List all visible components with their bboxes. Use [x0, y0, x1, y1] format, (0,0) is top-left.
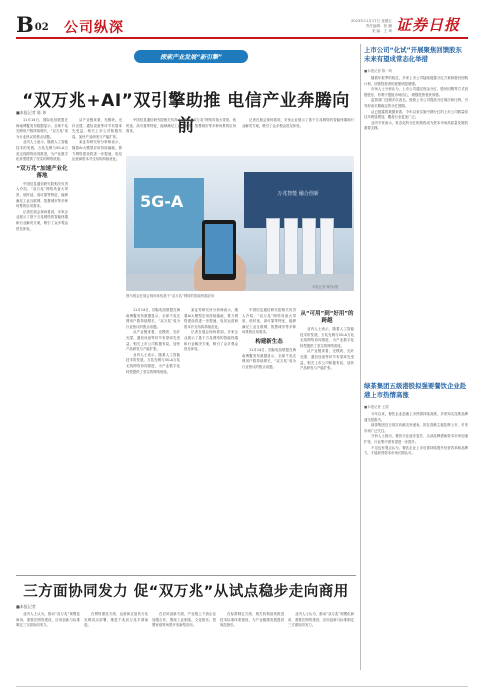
paragraph: 中国信息通信研究院相关负责人介绍，“双万兆”网络具备大带宽、低时延、高可靠等特征，能够满足工业互联网、智慧城市等多种场景的应用需求。	[16, 181, 68, 209]
paragraph: 记者在展会现场看到，多家企业展示了基于万兆网络的智能终端和行业解决方案，吸引了众多观众驻足体验。	[184, 330, 238, 352]
side-byline-1: ■本报记者 陈一鸣	[364, 69, 393, 73]
story-divider	[16, 575, 356, 576]
second-column-2	[84, 612, 148, 670]
side-headline-1: 上市公司“化试”开展聚焦回馈股东未来有望成常态化举措	[364, 46, 462, 63]
second-column-4	[220, 612, 284, 670]
photo-equipment	[302, 218, 316, 278]
article-column-6	[300, 308, 354, 572]
kicker-text: 探索产业发展“新引擎”	[160, 54, 222, 61]
paragraph: 11月14日，国际电信联盟在海南博鳌发布数据显示，全球千兆光网用户数持续增长，“双万兆”成为行业热议的焦点话题。	[242, 347, 296, 369]
article-column-3	[126, 308, 180, 572]
second-column-1	[16, 612, 80, 670]
paragraph: 从产业链来看，光模块、光纤光缆、通信设备等环节有望率先受益，相关上市公司积极布局，加快产品研发与产能扩张。	[72, 118, 122, 139]
issue-date: 2023年11月17日 星期五	[351, 19, 392, 23]
paragraph: 业内人士认为，推动“双万兆”规模化商用，需要在网络建设、应用创新与标准制定三方面协同发力。	[16, 612, 80, 628]
paragraph: 某证券研究所分析师表示，随着AI大模型应用持续落地，算力网络建设将进一步提速，电信运营商资本开支结构持续优化。	[72, 140, 122, 162]
photo-display-panel	[134, 178, 204, 248]
side-article-2	[364, 412, 468, 670]
issue-editor: 责任编辑：张 鹏	[365, 24, 392, 28]
paragraph: 绿茶集团近日再次向港交所递表，拟在香港主板挂牌上市，引发市场广泛关注。	[364, 423, 468, 433]
article-column-5	[242, 308, 296, 572]
article-column-4-top	[242, 118, 354, 154]
main-headline: “双万兆+AI”双引擎助推 电信产业奔腾向前	[22, 91, 350, 136]
second-byline: ■本报记者	[16, 604, 36, 609]
main-column	[16, 42, 356, 672]
paragraph: 业内人士表示，随着人工智能技术的发展，万兆光网与5G-A万兆无线网络协同推进，为产业数字化转型提供了坚实的网络底座。	[16, 140, 68, 162]
subhead: 构建新生态	[255, 338, 283, 345]
photo-booth	[244, 172, 352, 228]
photo-display-text: 5G-A	[140, 192, 184, 211]
paragraph: 11月14日，国际电信联盟在海南博鳌发布数据显示，全球千兆光网用户数持续增长，“双万兆”成为行业热议的焦点话题。	[126, 308, 180, 329]
page-number	[16, 14, 49, 35]
side-article-1	[364, 76, 468, 376]
paragraph: 业内人士表示，随着人工智能技术的发展，万兆光网与5G-A万兆无线网络协同推进，为产业数字化转型提供了坚实的网络底座。	[126, 352, 180, 374]
photo-credit: 本报记者 陈炜/摄	[312, 285, 338, 289]
side-byline-2: ■本报记者 王僖	[364, 405, 389, 409]
article-column-2	[72, 118, 122, 572]
photo-equipment	[320, 218, 334, 278]
subhead: “双万兆”加速产业化落地	[16, 165, 68, 179]
paragraph: 在网络建设方面，运营商正加快万兆光网试点部署，推进千兆向万兆平滑演进。	[84, 612, 148, 628]
photo-caption: 图为观众在展会现场体验基于“双万兆”网络的智能终端应用	[126, 294, 215, 298]
side-column	[364, 42, 468, 672]
article-column-1	[16, 118, 68, 572]
main-byline: ■本报记者 陈 炜	[16, 110, 47, 115]
paragraph: 从已披露的数据来看，今年以来实施中期分红的上市公司数量较往年明显增加，覆盖行业更加广泛。	[364, 109, 468, 120]
paragraph: 业内人士表示，随着人工智能技术的发展，万兆光网与5G-A万兆无线网络协同推进，为产业数字化转型提供了坚实的网络底座。	[300, 327, 354, 348]
article-column-4	[184, 308, 238, 572]
side-headline-2: 绿茶集团五级港股拟强要餐饮企业赴港上市热情高涨	[364, 382, 467, 399]
kicker-badge	[134, 50, 248, 63]
masthead-logo: 证券日报	[396, 16, 461, 34]
paragraph: 从产业链来看，光模块、光纤光缆、通信设备等环节有望率先受益，相关上市公司积极布局，加快产品研发与产能扩张。	[126, 330, 180, 352]
paragraph: 从产业链来看，光模块、光纤光缆、通信设备等环节有望率先受益，相关上市公司积极布局，加快产品研发与产能扩张。	[300, 349, 354, 371]
paragraph: 随着年报季的临近，多家上市公司陆续披露分红方案和股份回购计划，回馈投资者的意愿明显增强。	[364, 76, 468, 86]
footer-divider	[16, 686, 468, 687]
photo-booth-text: 万兆智能 融合创新	[277, 191, 319, 197]
column-divider	[360, 44, 361, 670]
header-divider	[16, 37, 468, 39]
issue-meta	[320, 19, 392, 34]
paragraph: 今年以来，餐饮企业赴港上市热情持续高涨，多家知名连锁品牌递交招股书。	[364, 412, 468, 422]
paragraph: 11月14日，国际电信联盟在海南博鳌发布数据显示，全球千兆光网用户数持续增长，“双万兆”成为行业热议的焦点话题。	[16, 118, 68, 139]
paragraph: 监管部门近期多次表态，鼓励上市公司提高分红频次和比例，引导形成长期稳定的分红预期。	[364, 98, 468, 108]
paragraph: 中国信息通信研究院相关负责人介绍，“双万兆”网络具备大带宽、低时延、高可靠等特征，能够满足工业互联网、智慧城市等多种场景的应用需求。	[242, 308, 296, 335]
page-num: 02	[34, 22, 49, 33]
section-title: 公司纵深	[64, 20, 124, 36]
second-column-3	[152, 612, 216, 670]
issue-designer: 美 编：王 琦	[371, 29, 392, 33]
article-column-3-top	[126, 118, 236, 154]
second-column-5	[288, 612, 354, 670]
paragraph: 记者在展会现场看到，多家企业展示了基于万兆网络的智能终端和行业解决方案，吸引了众多观众驻足体验。	[242, 118, 354, 128]
paragraph: 市场人士分析认为，上市公司通过现金分红、股份回购等方式回报股东，有利于提振市场信心，增强投资者获得感。	[364, 87, 468, 97]
subhead: 从“可用”到“好用”的跨越	[300, 311, 354, 324]
second-headline: 三方面协同发力 促“双万兆”从试点稳步走向商用	[23, 584, 349, 600]
photo-equipment	[284, 218, 298, 278]
paragraph: 记者在展会现场看到，多家企业展示了基于万兆网络的智能终端和行业解决方案，吸引了众多观众驻足体验。	[16, 209, 68, 231]
paragraph: 不过也有观点认为，餐饮企业上市后需持续提升经营效率和品牌力，才能获得资本市场长期认可。	[364, 445, 468, 456]
paragraph: 分析人士指出，餐饮行业逐步复苏，头部品牌借助资本市场加速扩张，行业集中度有望进一步提升。	[364, 434, 468, 444]
photo-equipment	[266, 218, 280, 278]
paragraph: 某证券研究所分析师表示，随着AI大模型应用持续落地，算力网络建设将进一步提速，电信运营商资本开支结构持续优化。	[184, 308, 238, 329]
page-header	[0, 0, 484, 40]
page-letter: B	[16, 12, 34, 37]
news-photo	[126, 156, 354, 291]
paragraph: 中国信息通信研究院相关负责人介绍，“双万兆”网络具备大带宽、低时延、高可靠等特征，能够满足工业互联网、智慧城市等多种场景的应用需求。	[126, 118, 236, 134]
paragraph: 在标准制定方面，相关机构加快推进技术标准体系建设，为产业健康发展提供规范指引。	[220, 612, 284, 628]
paragraph: 业内人士认为，推动“双万兆”规模化商用，需要在网络建设、应用创新与标准制定三方面协同发力。	[288, 612, 354, 628]
paragraph: 业内专家表示，常态化的分红机制将成为资本市场高质量发展的重要支撑。	[364, 120, 468, 131]
photo-phone-screen	[205, 224, 233, 274]
paragraph: 在应用创新方面，产业链上下游企业加强合作，围绕工业制造、文化娱乐、智慧家庭等场景开发新型应用。	[152, 612, 216, 628]
